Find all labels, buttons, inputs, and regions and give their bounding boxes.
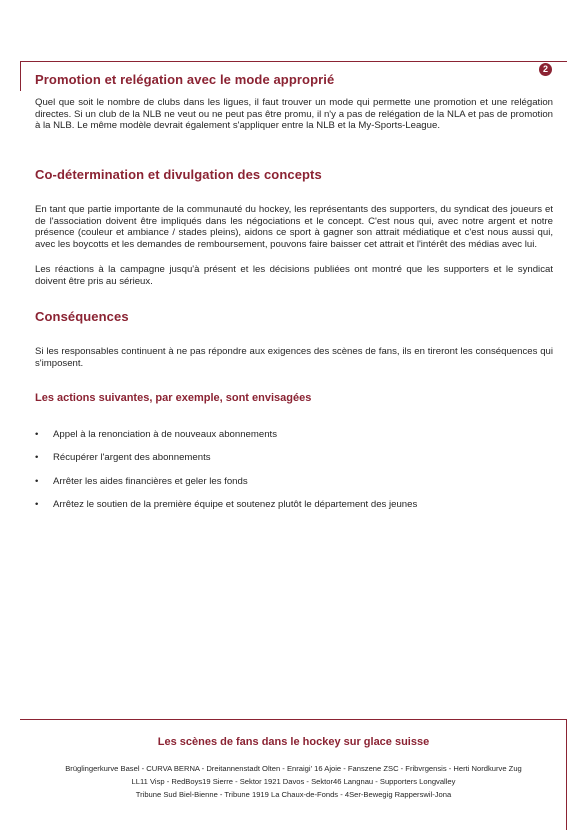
paragraph-consequences: Si les responsables continuent à ne pas répondre aux exigences des scènes de fans, ils en tireront les conséquences qui s'imposent. [35,346,553,369]
footer-line-2: LL11 Visp - RedBoys19 Sierre - Sektor 1921 Davos - Sektor46 Langnau - Supporters Longvalley [131,777,456,786]
bullet-icon: • [35,452,39,464]
heading-promotion: Promotion et relégation avec le mode approprié [35,72,335,87]
heading-actions: Les actions suivantes, par exemple, sont envisagées [35,392,312,404]
page-number-badge: 2 [539,63,552,76]
bullet-icon: • [35,429,39,440]
actions-list [35,428,555,521]
list-item-text: Appel à la renonciation à de nouveaux abonnements [53,429,278,440]
list-item [35,428,555,451]
bullet-icon: • [35,475,39,487]
heading-codetermination: Co-détermination et divulgation des concepts [35,167,322,182]
bullet-icon: • [35,498,39,510]
list-item-text: Arrêtez le soutien de la première équipe et soutenez plutôt le département des jeunes [53,498,418,510]
list-item [35,498,555,521]
paragraph-codetermination-1: En tant que partie importante de la communauté du hockey, les représentants des supporters, du syndicat des joueurs et de l'association doivent être impliqués dans les négociations et le concept. C'est nous qui, avec notre argent et notre présence (couleur et ambiance / stades pleins), aidons ce sport à gagner son attrait médiatique et c'est nous aussi qui, avec les boycotts et les demandes de remboursement, pouvons faire baisser cet attrait et l'intérêt des médias avec lui. [35,204,553,250]
list-item [35,475,555,498]
footer-title: Les scènes de fans dans le hockey sur glace suisse [157,736,430,748]
list-item [35,451,555,474]
footer-line-1: Brüglingerkurve Basel - CURVA BERNA - Dreitannenstadt Olten - Enraigi' 16 Ajoie - Fanszene ZSC - Fribvrgensis - Herti Nordkurve Zug [65,764,522,773]
frame-border-bottom [20,719,567,720]
list-item-text: Récupérer l'argent des abonnements [53,452,211,464]
footer-line-3: Tribune Sud Biel-Bienne - Tribune 1919 La Chaux-de-Fonds - 4Ser-Bewegig Rapperswil-Jona [135,790,452,799]
heading-consequences: Conséquences [35,309,129,324]
list-item-text: Arrêter les aides financières et geler les fonds [53,475,248,487]
paragraph-promotion: Quel que soit le nombre de clubs dans les ligues, il faut trouver un mode qui permette une promotion et une relégation directes. Si un club de la NLB ne veut ou ne peut pas être promu, il n'y a pas de relégation de la NLA et pas de promotion à la NLB. Le même modèle devrait également s'appliquer entre la NLB et la My-Sports-League. [35,97,553,132]
frame-border-left [20,61,21,91]
frame-border-top [20,61,567,62]
paragraph-codetermination-2: Les réactions à la campagne jusqu'à présent et les décisions publiées ont montré que les supporters et le syndicat doivent être pris au sérieux. [35,264,553,287]
